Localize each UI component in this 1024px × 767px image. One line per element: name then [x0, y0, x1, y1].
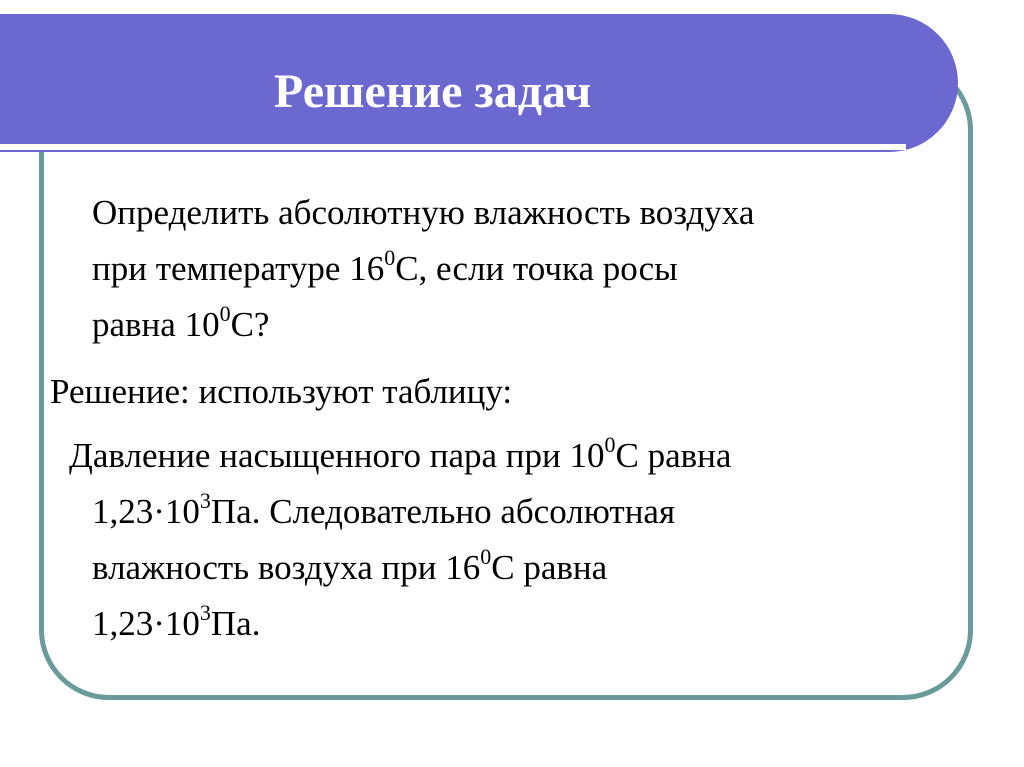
title-underline: [0, 144, 906, 150]
slide-title: Решение задач: [274, 65, 592, 118]
problem-line-3: равна $10^0С$?: [92, 301, 270, 344]
answer-line-2: $1,23\cdot 10^3Па$. Следовательно абсолютная: [92, 488, 676, 531]
solution-label: Решение: используют таблицу:: [50, 372, 513, 411]
problem-line-1: Определить абсолютную влажность воздуха: [92, 193, 755, 232]
answer-line-1: Давление насыщенного пара при $10^0С$ равна: [69, 432, 732, 475]
answer-text: [69, 428, 972, 652]
title-bar: [0, 14, 958, 152]
problem-statement: [92, 185, 972, 353]
problem-line-2: при температуре $16^0С$, если точка росы: [92, 245, 678, 288]
answer-line-3: влажность воздуха при $16^0С$ равна: [92, 544, 608, 587]
answer-line-4: $1,23\cdot 10^3Па$.: [92, 600, 261, 643]
